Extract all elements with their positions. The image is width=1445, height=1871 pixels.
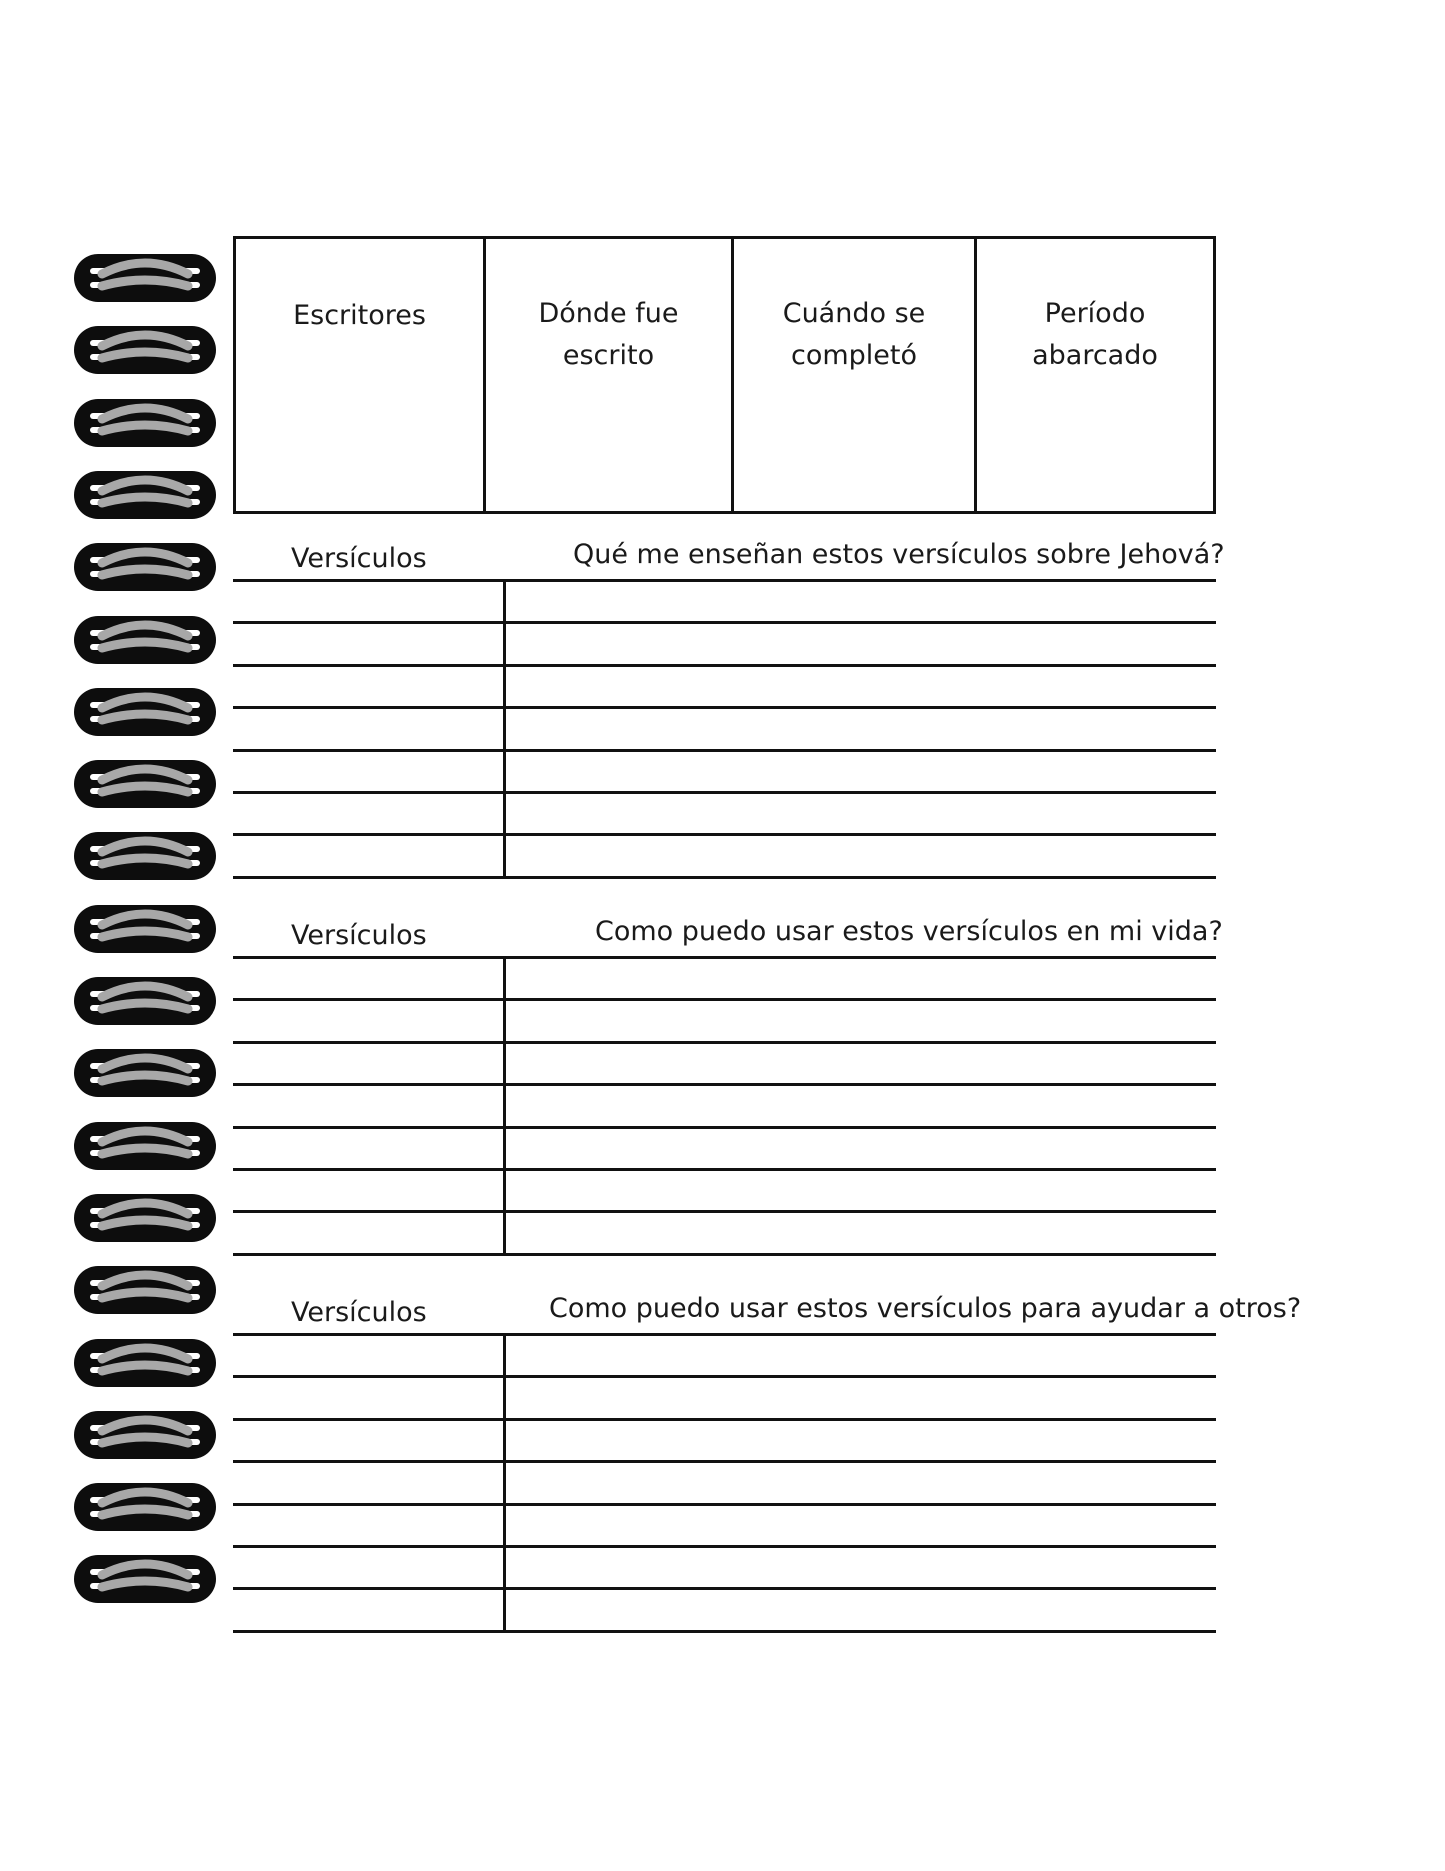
- question-label: Como puedo usar estos versículos en mi vida?: [595, 916, 1223, 947]
- spiral-ring-icon: [72, 610, 218, 666]
- spiral-ring-icon: [72, 1405, 218, 1461]
- where-written-cell[interactable]: [486, 239, 734, 511]
- column-divider: [503, 1333, 506, 1630]
- ruled-line: [233, 833, 1216, 836]
- ruled-line: [233, 1168, 1216, 1171]
- writers-cell[interactable]: [236, 239, 486, 511]
- question-label: Qué me enseñan estos versículos sobre Jehová?: [573, 539, 1225, 570]
- ruled-line: [233, 621, 1216, 624]
- spiral-ring-icon: [72, 1260, 218, 1316]
- spiral-ring-icon: [72, 1333, 218, 1389]
- ruled-line: [233, 1333, 1216, 1336]
- spiral-ring-icon: [72, 248, 218, 304]
- ruled-line: [233, 1375, 1216, 1378]
- spiral-ring-icon: [72, 393, 218, 449]
- ruled-line: [233, 1418, 1216, 1421]
- column-divider: [503, 956, 506, 1253]
- ruled-line: [233, 1587, 1216, 1590]
- spiral-ring-icon: [72, 971, 218, 1027]
- section-help-others: [233, 1289, 1302, 1639]
- writers-label: Escritores: [293, 300, 426, 331]
- time-covered-label: Período abarcado: [1032, 298, 1158, 371]
- section-my-life: [233, 912, 1223, 1262]
- when-completed-label: Cuándo se completó: [782, 298, 926, 371]
- where-written-label: Dónde fue escrito: [538, 298, 679, 371]
- spiral-ring-icon: [72, 1043, 218, 1099]
- ruled-line: [233, 791, 1216, 794]
- ruled-line: [233, 579, 1216, 582]
- ruled-line: [233, 1253, 1216, 1256]
- verses-label: Versículos: [291, 1297, 427, 1328]
- spiral-ring-icon: [72, 1477, 218, 1533]
- ruled-line: [233, 1545, 1216, 1548]
- section-jehovah: [233, 535, 1225, 885]
- spiral-ring-icon: [72, 1549, 218, 1605]
- ruled-line: [233, 664, 1216, 667]
- spiral-ring-icon: [72, 682, 218, 738]
- when-completed-cell[interactable]: [734, 239, 977, 511]
- verses-label: Versículos: [291, 543, 427, 574]
- spiral-ring-icon: [72, 899, 218, 955]
- spiral-ring-icon: [72, 754, 218, 810]
- ruled-line: [233, 749, 1216, 752]
- time-covered-cell[interactable]: [977, 239, 1213, 511]
- spiral-ring-icon: [72, 826, 218, 882]
- ruled-line: [233, 956, 1216, 959]
- ruled-line: [233, 998, 1216, 1001]
- ruled-line: [233, 1041, 1216, 1044]
- ruled-line: [233, 706, 1216, 709]
- ruled-line: [233, 1503, 1216, 1506]
- spiral-ring-icon: [72, 320, 218, 376]
- book-info-table: [233, 236, 1216, 514]
- ruled-line: [233, 1460, 1216, 1463]
- ruled-line: [233, 876, 1216, 879]
- ruled-line: [233, 1126, 1216, 1129]
- question-label: Como puedo usar estos versículos para ayudar a otros?: [549, 1293, 1302, 1324]
- verses-label: Versículos: [291, 920, 427, 951]
- spiral-ring-icon: [72, 1116, 218, 1172]
- ruled-line: [233, 1083, 1216, 1086]
- ruled-line: [233, 1630, 1216, 1633]
- spiral-ring-icon: [72, 1188, 218, 1244]
- column-divider: [503, 579, 506, 876]
- spiral-ring-icon: [72, 465, 218, 521]
- ruled-line: [233, 1210, 1216, 1213]
- spiral-ring-icon: [72, 537, 218, 593]
